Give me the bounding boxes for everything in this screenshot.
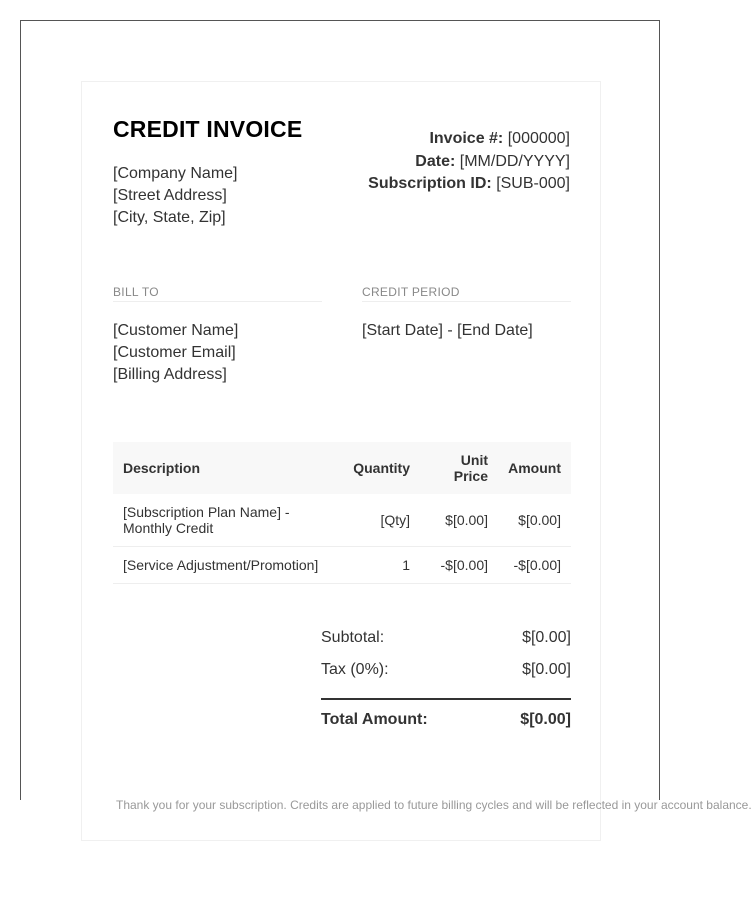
total-value: $[0.00] — [520, 711, 571, 728]
invoice-document — [81, 81, 752, 841]
header-quantity: Quantity — [338, 442, 420, 494]
tax-label: Tax (0%): — [321, 661, 389, 678]
table-row — [113, 494, 571, 547]
credit-period-label: CREDIT PERIOD — [362, 285, 571, 302]
bill-to-details — [113, 320, 238, 386]
header-description: Description — [113, 442, 338, 494]
company-info — [113, 163, 238, 229]
bill-to-label: BILL TO — [113, 285, 322, 302]
subscription-id-row — [368, 173, 570, 196]
company-street: [Street Address] — [113, 187, 227, 204]
subscription-id-label: Subscription ID: — [368, 175, 492, 192]
table-header-row — [113, 442, 571, 494]
page-frame — [20, 20, 752, 812]
invoice-number-row — [368, 128, 570, 151]
row-amount: -$[0.00] — [498, 547, 571, 584]
subtotal-value: $[0.00] — [522, 629, 571, 646]
company-name: [Company Name] — [113, 165, 238, 182]
row-description: [Subscription Plan Name] - Monthly Credit — [113, 494, 338, 547]
totals-section — [321, 622, 571, 740]
row-unit-price: -$[0.00] — [420, 547, 498, 584]
header-unit-price: Unit Price — [420, 442, 498, 494]
subtotal-row — [321, 622, 571, 654]
total-label: Total Amount: — [321, 711, 428, 728]
table-row — [113, 547, 571, 584]
row-description: [Service Adjustment/Promotion] — [113, 547, 338, 584]
tax-value: $[0.00] — [522, 661, 571, 678]
credit-period-value: [Start Date] - [End Date] — [362, 322, 533, 339]
customer-name: [Customer Name] — [113, 322, 239, 339]
customer-email: [Customer Email] — [113, 344, 236, 361]
footer-note: Thank you for your subscription. Credits are applied to future billing cycles and will be reflected in your account balance. — [116, 798, 752, 812]
row-quantity: [Qty] — [338, 494, 420, 547]
invoice-date-label: Date: — [415, 152, 456, 170]
subscription-id-value: [SUB-000] — [496, 175, 570, 192]
row-unit-price: $[0.00] — [420, 494, 498, 547]
header-amount: Amount — [498, 442, 571, 494]
invoice-number-label: Invoice #: — [429, 130, 504, 147]
invoice-title: CREDIT INVOICE — [113, 116, 303, 142]
invoice-number-value: [000000] — [507, 130, 570, 147]
invoice-date-row — [368, 151, 570, 174]
tax-row — [321, 654, 571, 686]
company-city: [City, State, Zip] — [113, 209, 226, 226]
subtotal-label: Subtotal: — [321, 629, 385, 646]
row-quantity: 1 — [338, 547, 420, 584]
line-items-table — [113, 442, 571, 584]
invoice-meta — [368, 128, 570, 196]
invoice-date-value: [MM/DD/YYYY] — [459, 152, 570, 170]
total-row — [321, 700, 571, 740]
row-amount: $[0.00] — [498, 494, 571, 547]
billing-address: [Billing Address] — [113, 366, 227, 383]
